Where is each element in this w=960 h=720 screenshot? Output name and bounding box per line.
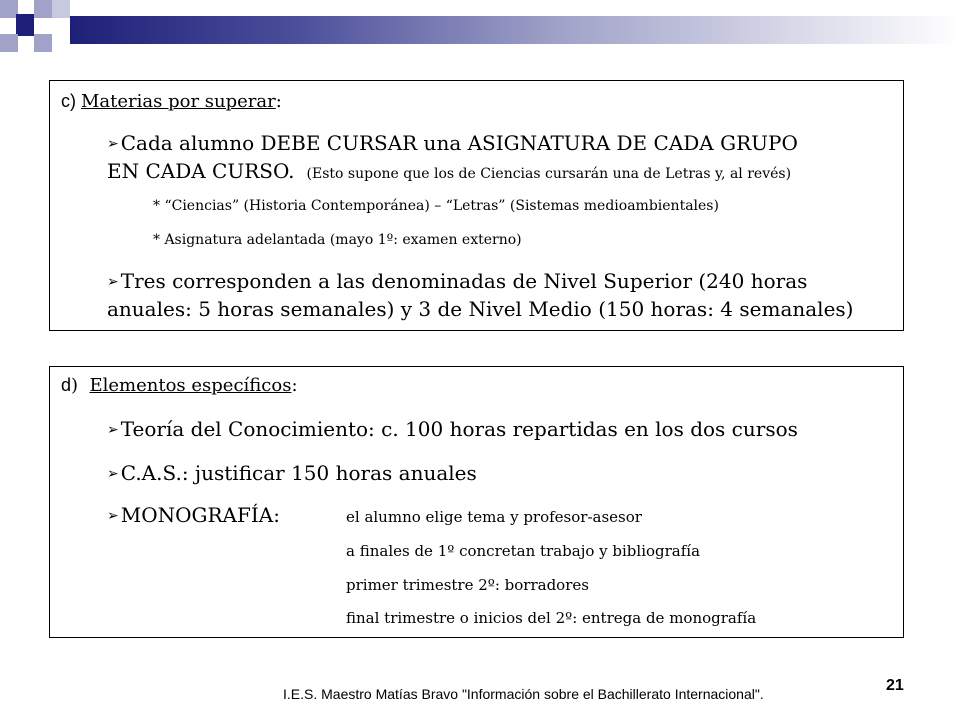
- decor-square-4: [16, 14, 34, 36]
- section-d-bullet-1: ➢ Teoría del Conocimiento: c. 100 horas repartidas en los dos cursos: [107, 417, 798, 441]
- section-d-box: [49, 366, 904, 638]
- page-number: 21: [886, 677, 904, 694]
- mono-item-3: primer trimestre 2º: borradores: [346, 576, 589, 594]
- section-c-bullet-2-line2: anuales: 5 horas semanales) y 3 de Nivel Medio (150 horas: 4 semanales): [107, 297, 854, 321]
- mono-item-4: final trimestre o inicios del 2º: entrega de monografía: [346, 609, 757, 627]
- arrow-bullet-icon: ➢: [107, 466, 119, 482]
- section-c-bullet-1: ➢ Cada alumno DEBE CURSAR una ASIGNATURA DE CADA GRUPO: [107, 131, 798, 155]
- header-gradient-bar: [70, 16, 960, 44]
- section-c-bullet-1-line2: EN CADA CURSO. (Esto supone que los de Ciencias cursarán una de Letras y, al revés): [107, 159, 792, 183]
- arrow-bullet-icon: ➢: [107, 422, 119, 438]
- decor-square-2: [34, 0, 52, 18]
- section-d-bullet-3: ➢ MONOGRAFÍA:: [107, 503, 280, 527]
- decor-square-5: [0, 34, 18, 52]
- section-c-heading: c) Materias por superar:: [61, 91, 282, 112]
- footer-text: I.E.S. Maestro Matías Bravo "Información sobre el Bachillerato Internacional".: [283, 686, 764, 702]
- section-c-bullet-2: ➢ Tres corresponden a las denominadas de Nivel Superior (240 horas: [107, 269, 808, 293]
- section-c-box: [49, 80, 904, 331]
- section-d-bullet-2: ➢ C.A.S.: justificar 150 horas anuales: [107, 461, 477, 485]
- section-d-heading: d) Elementos específicos:: [61, 375, 298, 396]
- arrow-bullet-icon: ➢: [107, 508, 119, 524]
- decor-square-3: [52, 0, 70, 18]
- arrow-bullet-icon: ➢: [107, 274, 119, 290]
- section-c-sub-1: * “Ciencias” (Historia Contemporánea) – “Letras” (Sistemas medioambientales): [153, 198, 719, 214]
- section-c-sub-2: * Asignatura adelantada (mayo 1º: examen externo): [153, 232, 522, 248]
- mono-item-2: a finales de 1º concretan trabajo y bibliografía: [346, 542, 701, 560]
- decor-square-6: [34, 34, 52, 52]
- arrow-bullet-icon: ➢: [107, 136, 119, 152]
- mono-item-1: el alumno elige tema y profesor-asesor: [346, 508, 642, 526]
